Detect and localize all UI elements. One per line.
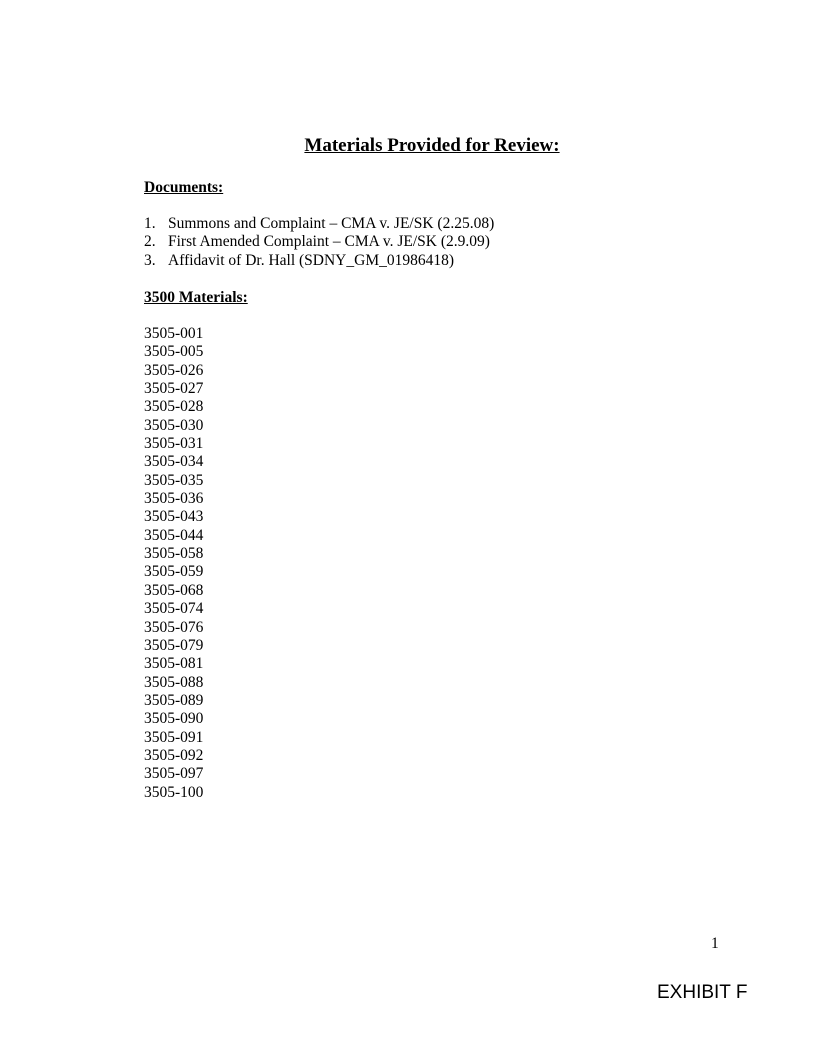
material-item: 3505-097 <box>144 765 204 783</box>
materials-heading: 3500 Materials: <box>144 289 248 306</box>
document-item <box>144 252 494 270</box>
material-item: 3505-034 <box>144 453 204 471</box>
document-number: 1. <box>144 215 156 232</box>
material-item: 3505-068 <box>144 581 204 599</box>
material-item: 3505-074 <box>144 600 204 618</box>
material-item: 3505-100 <box>144 783 204 801</box>
material-item: 3505-079 <box>144 636 204 654</box>
material-item: 3505-044 <box>144 526 204 544</box>
document-text: Summons and Complaint – CMA v. JE/SK (2.25.08) <box>168 215 495 232</box>
document-number: 3. <box>144 251 156 269</box>
document-number: 2. <box>144 233 156 251</box>
documents-heading: Documents: <box>144 179 224 196</box>
document-item <box>144 215 494 233</box>
material-item: 3505-027 <box>144 380 204 398</box>
material-item: 3505-059 <box>144 563 204 581</box>
material-item: 3505-026 <box>144 361 204 379</box>
material-item: 3505-092 <box>144 746 204 764</box>
material-item: 3505-036 <box>144 490 204 508</box>
material-item: 3505-090 <box>144 710 204 728</box>
material-item: 3505-005 <box>144 343 204 361</box>
document-item <box>144 233 494 251</box>
page-number: 1 <box>711 935 719 952</box>
material-item: 3505-030 <box>144 416 204 434</box>
document-text: Affidavit of Dr. Hall (SDNY_GM_01986418) <box>168 251 455 269</box>
documents-list <box>144 215 494 270</box>
material-item: 3505-001 <box>144 325 204 342</box>
material-item: 3505-081 <box>144 655 204 673</box>
material-item: 3505-076 <box>144 618 204 636</box>
material-item: 3505-088 <box>144 673 204 691</box>
material-item: 3505-043 <box>144 508 204 526</box>
material-item: 3505-035 <box>144 471 204 489</box>
material-item: 3505-028 <box>144 398 204 416</box>
material-item: 3505-031 <box>144 435 204 453</box>
materials-list <box>144 325 203 802</box>
page-title: Materials Provided for Review: <box>304 135 560 156</box>
document-text: First Amended Complaint – CMA v. JE/SK (2.9.09) <box>168 233 490 251</box>
material-item: 3505-089 <box>144 691 204 709</box>
material-item: 3505-091 <box>144 728 204 746</box>
material-item: 3505-058 <box>144 545 204 563</box>
exhibit-label: EXHIBIT F <box>657 982 748 1003</box>
